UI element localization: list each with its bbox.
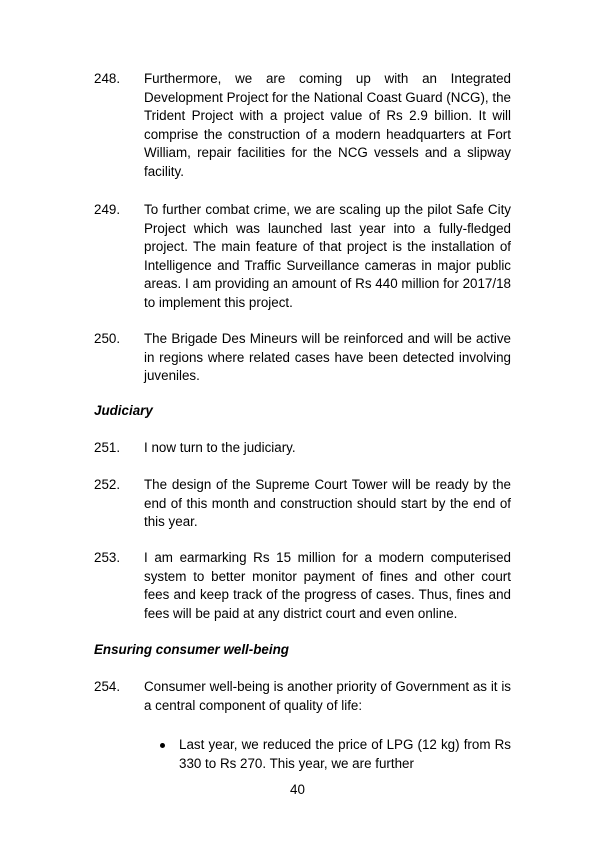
- paragraph-251: [94, 439, 511, 458]
- paragraph-text: I am earmarking Rs 15 million for a modern computerised system to better monitor payment of fines and other court fees and keep track of the progress of cases. Thus, fines and fees will be paid at any district court and even online.: [144, 550, 511, 621]
- paragraph-250: [94, 330, 511, 386]
- paragraph-249: [94, 201, 511, 313]
- paragraph-254: [94, 678, 511, 715]
- paragraph-text: I now turn to the judiciary.: [144, 440, 296, 455]
- section-heading-judiciary: Judiciary: [94, 403, 153, 418]
- paragraph-number: 250.: [94, 331, 121, 346]
- paragraph-text: Consumer well-being is another priority of Government as it is a central component of quality of life:: [144, 679, 511, 713]
- paragraph-text: The Brigade Des Mineurs will be reinforced and will be active in regions where related cases have been detected involving juveniles.: [144, 331, 511, 384]
- paragraph-text: The design of the Supreme Court Tower will be ready by the end of this month and construction should start by the end of this year.: [144, 477, 511, 530]
- bullet-text: Last year, we reduced the price of LPG (12 kg) from Rs 330 to Rs 270. This year, we are further: [179, 737, 511, 771]
- paragraph-number: 252.: [94, 477, 121, 492]
- paragraph-248: [94, 70, 511, 182]
- paragraph-number: 254.: [94, 679, 121, 694]
- paragraph-253: [94, 549, 511, 623]
- paragraph-text: Furthermore, we are coming up with an Integrated Development Project for the National Coast Guard (NCG), the Trident Project with a project value of Rs 2.9 billion. It will comprise the construction of a modern headquarters at Fort William, repair facilities for the NCG vessels and a slipway facility.: [144, 71, 511, 179]
- section-heading-consumer-well-being: Ensuring consumer well-being: [94, 642, 289, 657]
- page-number: 40: [290, 782, 305, 797]
- paragraph-text: To further combat crime, we are scaling up the pilot Safe City Project which was launched last year into a fully-fledged project. The main feature of that project is the installation of Intelligence and Traffic Surveillance cameras in major public areas. I am providing an amount of Rs 440 million for 2017/18 to implement this project.: [144, 202, 511, 310]
- paragraph-252: [94, 476, 511, 532]
- bullet-dot-icon: [160, 743, 165, 748]
- paragraph-number: 249.: [94, 202, 121, 217]
- paragraph-number: 253.: [94, 550, 121, 565]
- paragraph-number: 251.: [94, 440, 121, 455]
- bullet-item: [160, 736, 511, 773]
- paragraph-number: 248.: [94, 71, 121, 86]
